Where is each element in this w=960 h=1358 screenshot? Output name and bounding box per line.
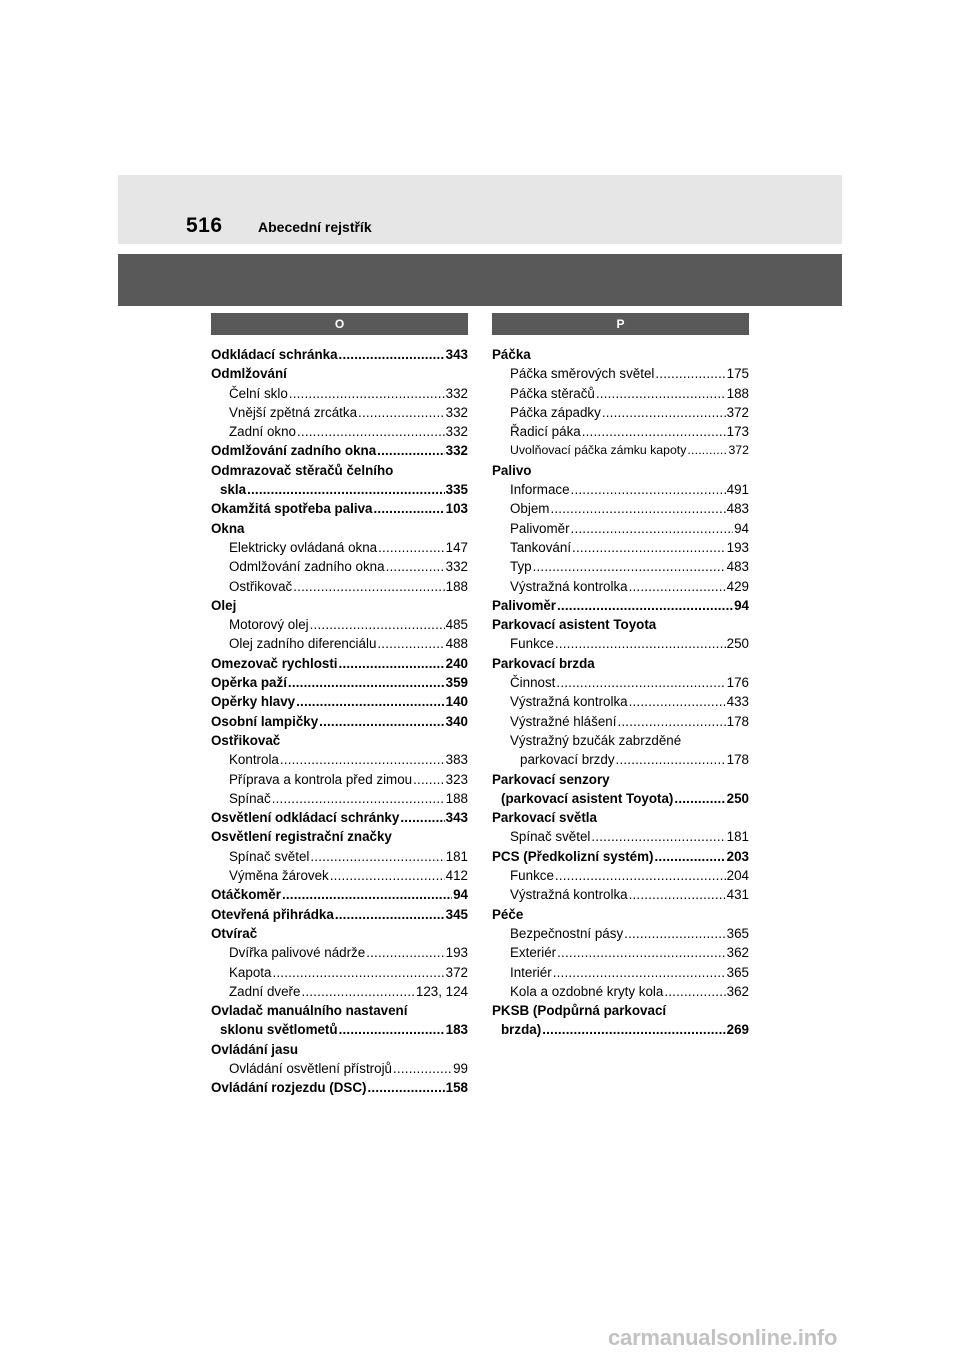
entry-term: Ovládání rozjezdu (DSC): [211, 1080, 367, 1096]
page-reference: 193: [445, 945, 468, 961]
index-entry: [492, 731, 749, 750]
page-reference: 94: [734, 520, 749, 536]
entry-term: Opěrka paží: [211, 675, 287, 691]
index-entry: [492, 345, 749, 364]
page-reference: 483: [726, 501, 749, 517]
index-entry: [211, 770, 468, 789]
entry-term: Osobní lampičky: [211, 713, 319, 729]
dot-leader: [289, 384, 445, 403]
entry-term: Výstražný bzučák zabrzděné: [510, 732, 682, 748]
dot-leader: [654, 847, 725, 866]
page-reference: 178: [726, 752, 749, 768]
dot-leader: [555, 866, 726, 885]
entry-term: Ostřikovač: [211, 732, 281, 748]
entry-term: skla: [220, 482, 247, 498]
entry-term: parkovací brzdy: [520, 752, 615, 768]
entry-term: Péče: [492, 906, 524, 922]
dot-leader: [400, 808, 444, 827]
index-entry: [492, 1001, 749, 1020]
page-reference: 335: [445, 482, 468, 498]
entry-term: Odmlžování zadního okna: [229, 559, 385, 575]
index-entry: [492, 905, 749, 924]
index-entry: [492, 924, 749, 943]
dot-leader: [339, 654, 445, 673]
index-entry: [211, 789, 468, 808]
dot-leader: [272, 789, 445, 808]
index-entry: [492, 403, 749, 422]
entry-term: Uvolňovací páčka zámku kapoty: [510, 443, 687, 458]
page-reference: 176: [726, 675, 749, 691]
dot-leader: [555, 634, 726, 653]
index-entry: [211, 364, 468, 383]
page-reference: 372: [726, 404, 749, 420]
page-reference: 343: [445, 810, 468, 826]
entry-term: Řadicí páka: [510, 424, 581, 440]
dot-leader: [655, 364, 725, 383]
entry-term: Parkovací asistent Toyota: [492, 617, 657, 633]
entry-term: Páčka stěračů: [510, 385, 595, 401]
letter-heading-p: P: [492, 313, 749, 335]
dot-leader: [272, 963, 444, 982]
dot-leader: [319, 712, 444, 731]
dot-leader: [596, 384, 726, 403]
page-title: Abecední rejstřík: [258, 219, 372, 235]
index-entry: [211, 499, 468, 518]
dot-leader: [301, 982, 414, 1001]
dot-leader: [377, 634, 444, 653]
dot-leader: [377, 441, 444, 460]
dot-leader: [629, 885, 726, 904]
page-reference: 240: [445, 655, 468, 671]
entry-term: Tankování: [510, 539, 572, 555]
dot-leader: [413, 770, 445, 789]
index-entry: [492, 384, 749, 403]
dot-leader: [624, 924, 726, 943]
index-entry: [492, 885, 749, 904]
index-entry: [211, 731, 468, 750]
dot-leader: [282, 885, 452, 904]
page-reference: 332: [445, 443, 468, 459]
index-entry: [492, 596, 749, 615]
index-entry: [211, 982, 468, 1001]
page-reference: 183: [445, 1022, 468, 1038]
dot-leader: [339, 345, 445, 364]
index-entry: [492, 692, 749, 711]
entry-term: Ovládání jasu: [211, 1041, 299, 1057]
index-entry: [492, 634, 749, 653]
entry-term: Palivo: [492, 462, 532, 478]
entry-term: Čelní sklo: [229, 385, 288, 401]
entry-term: Zadní dveře: [229, 983, 301, 999]
entry-term: brzda): [501, 1022, 542, 1038]
index-entry: [492, 982, 749, 1001]
entry-term: Objem: [510, 501, 550, 517]
dot-leader: [339, 1020, 445, 1039]
index-entry: [211, 577, 468, 596]
entry-term: Osvětlení odkládací schránky: [211, 810, 400, 826]
page-reference: 365: [726, 964, 749, 980]
dot-leader: [629, 692, 726, 711]
entry-term: Ovládání osvětlení přístrojů: [229, 1060, 393, 1076]
index-entry: [492, 808, 749, 827]
page-reference: 94: [453, 887, 468, 903]
index-entry: [211, 1001, 468, 1020]
entry-term: Spínač světel: [510, 829, 591, 845]
entry-term: Parkovací světla: [492, 810, 597, 826]
page-reference: 372: [728, 443, 749, 458]
page-reference: 429: [726, 578, 749, 594]
index-entry: [211, 827, 468, 846]
page-reference: 483: [726, 559, 749, 575]
entry-term: Výměna žárovek: [229, 868, 329, 884]
dot-leader: [378, 538, 445, 557]
entry-term: Interiér: [510, 964, 552, 980]
page-reference: 188: [445, 578, 468, 594]
index-entry: [492, 461, 749, 480]
dot-leader: [393, 1059, 452, 1078]
index-entry: [211, 905, 468, 924]
index-entry: [492, 480, 749, 499]
index-entry: [492, 615, 749, 634]
dot-leader: [553, 963, 726, 982]
entry-term: Páčka západky: [510, 404, 601, 420]
dot-leader: [556, 673, 725, 692]
entry-term: sklonu světlometů: [220, 1022, 338, 1038]
entry-term: Odmlžování zadního okna: [211, 443, 377, 459]
letter-heading-o: O: [211, 313, 468, 335]
entry-term: Motorový olej: [229, 617, 309, 633]
page-reference: 140: [445, 694, 468, 710]
entry-term: Vnější zpětná zrcátka: [229, 404, 358, 420]
page-reference: 343: [445, 347, 468, 362]
entry-term: Kontrola: [229, 752, 279, 768]
page-reference: 323: [445, 771, 468, 787]
index-entry: [492, 441, 749, 460]
entry-term: PCS (Předkolizní systém): [492, 848, 654, 864]
header-band: [118, 254, 842, 306]
page-reference: 181: [445, 848, 468, 864]
entry-term: Typ: [510, 559, 532, 575]
dot-leader: [550, 499, 725, 518]
page-reference: 433: [726, 694, 749, 710]
dot-leader: [310, 615, 445, 634]
page-reference: 204: [726, 868, 749, 884]
index-entry: [211, 692, 468, 711]
index-entry: [492, 827, 749, 846]
index-entry: [211, 596, 468, 615]
index-entry: [492, 943, 749, 962]
page-reference: 203: [726, 848, 749, 864]
page-reference: 340: [445, 713, 468, 729]
entry-term: Okna: [211, 520, 245, 536]
entry-term: Spínač světel: [229, 848, 310, 864]
entry-term: Spínač: [229, 790, 271, 806]
entry-term: Výstražná kontrolka: [510, 694, 628, 710]
index-entry: [211, 654, 468, 673]
index-entry: [492, 789, 749, 808]
entry-term: Výstražné hlášení: [510, 713, 617, 729]
page-reference: 269: [726, 1022, 749, 1038]
page-number: 516: [186, 214, 223, 237]
entry-term: Opěrky hlavy: [211, 694, 296, 710]
entry-term: Činnost: [510, 675, 556, 691]
index-entry: [492, 847, 749, 866]
index-entry: [492, 499, 749, 518]
index-entry: [211, 1040, 468, 1059]
page-reference: 485: [445, 617, 468, 633]
index-entry: [211, 538, 468, 557]
index-entry: [211, 963, 468, 982]
dot-leader: [687, 441, 727, 460]
index-entry: [211, 712, 468, 731]
index-entry: [211, 345, 468, 364]
index-entry: [211, 1059, 468, 1078]
index-entry: [492, 557, 749, 576]
page-reference: 491: [726, 482, 749, 498]
index-entry: [492, 364, 749, 383]
index-entry: [211, 924, 468, 943]
index-entry: [211, 750, 468, 769]
entry-term: Ovladač manuálního nastavení: [211, 1003, 408, 1019]
entry-term: Páčka směrových světel: [510, 366, 655, 382]
index-entry: [492, 422, 749, 441]
entry-term: Parkovací senzory: [492, 771, 610, 787]
dot-leader: [288, 673, 445, 692]
index-entry: [211, 384, 468, 403]
index-entry: [211, 480, 468, 499]
index-entry: [211, 422, 468, 441]
dot-leader: [602, 403, 726, 422]
index-entry: [492, 866, 749, 885]
page-reference: 383: [445, 752, 468, 768]
index-entry: [211, 866, 468, 885]
entry-term: Osvětlení registrační značky: [211, 829, 392, 845]
dot-leader: [557, 943, 726, 962]
index-entry: [492, 750, 749, 769]
index-entry: [492, 963, 749, 982]
entry-term: Otvírač: [211, 925, 258, 941]
header-bar: [118, 175, 842, 244]
page-reference: 147: [445, 539, 468, 555]
entry-term: Funkce: [510, 868, 554, 884]
index-entry: [492, 538, 749, 557]
dot-leader: [572, 538, 726, 557]
page-reference: 99: [453, 1060, 468, 1076]
dot-leader: [674, 789, 725, 808]
entry-term: Kola a ozdobné kryty kola: [510, 983, 664, 999]
index-entry: [492, 770, 749, 789]
page-reference: 372: [445, 964, 468, 980]
dot-leader: [617, 712, 725, 731]
entry-term: Palivoměr: [510, 520, 570, 536]
entry-term: Páčka: [492, 347, 531, 362]
page-reference: 123, 124: [415, 983, 468, 999]
page-reference: 178: [726, 713, 749, 729]
entry-term: Otevřená přihrádka: [211, 906, 334, 922]
entry-term: Příprava a kontrola před zimou: [229, 771, 413, 787]
entry-term: Dvířka palivové nádrže: [229, 945, 366, 961]
entry-term: Exteriér: [510, 945, 557, 961]
entry-term: (parkovací asistent Toyota): [501, 790, 674, 806]
dot-leader: [374, 499, 445, 518]
page-reference: 175: [726, 366, 749, 382]
page-reference: 188: [445, 790, 468, 806]
entry-term: Parkovací brzda: [492, 655, 595, 671]
index-entry: [211, 403, 468, 422]
page-reference: 365: [726, 925, 749, 941]
index-column-right: [492, 345, 749, 1040]
page-reference: 359: [445, 675, 468, 691]
dot-leader: [296, 692, 445, 711]
dot-leader: [293, 577, 444, 596]
dot-leader: [533, 557, 726, 576]
index-entry: [211, 808, 468, 827]
index-entry: [492, 654, 749, 673]
entry-term: Elektricky ovládaná okna: [229, 539, 378, 555]
entry-term: Výstražná kontrolka: [510, 578, 628, 594]
dot-leader: [591, 827, 725, 846]
index-entry: [211, 557, 468, 576]
entry-term: Palivoměr: [492, 597, 557, 613]
index-entry: [211, 885, 468, 904]
index-entry: [211, 519, 468, 538]
dot-leader: [664, 982, 725, 1001]
entry-term: Kapota: [229, 964, 272, 980]
dot-leader: [557, 596, 733, 615]
dot-leader: [366, 943, 444, 962]
dot-leader: [386, 557, 445, 576]
entry-term: Otáčkoměr: [211, 887, 281, 903]
dot-leader: [571, 519, 734, 538]
entry-term: PKSB (Podpůrná parkovací: [492, 1003, 667, 1019]
dot-leader: [335, 905, 445, 924]
entry-term: Olej zadního diferenciálu: [229, 636, 377, 652]
index-entry: [211, 634, 468, 653]
index-entry: [211, 461, 468, 480]
index-column-left: [211, 345, 468, 1098]
page-reference: 431: [726, 887, 749, 903]
entry-term: Odkládací schránka: [211, 347, 338, 362]
index-entry: [492, 712, 749, 731]
dot-leader: [629, 577, 726, 596]
page-reference: 250: [726, 790, 749, 806]
page-reference: 193: [726, 539, 749, 555]
index-entry: [211, 441, 468, 460]
dot-leader: [330, 866, 445, 885]
entry-term: Zadní okno: [229, 424, 296, 440]
index-entry: [492, 577, 749, 596]
page-reference: 332: [445, 385, 468, 401]
index-entry: [211, 1020, 468, 1039]
dot-leader: [368, 1078, 445, 1097]
index-entry: [211, 943, 468, 962]
index-entry: [492, 1020, 749, 1039]
dot-leader: [247, 480, 445, 499]
entry-term: Výstražná kontrolka: [510, 887, 628, 903]
index-entry: [211, 847, 468, 866]
dot-leader: [280, 750, 445, 769]
entry-term: Odmlžování: [211, 366, 287, 382]
dot-leader: [310, 847, 444, 866]
entry-term: Okamžitá spotřeba paliva: [211, 501, 373, 517]
entry-term: Ostřikovač: [229, 578, 293, 594]
index-entry: [211, 1078, 468, 1097]
dot-leader: [571, 480, 726, 499]
entry-term: Bezpečnostní pásy: [510, 925, 624, 941]
page-reference: 345: [445, 906, 468, 922]
page-reference: 332: [445, 404, 468, 420]
page-reference: 488: [445, 636, 468, 652]
entry-term: Olej: [211, 597, 237, 613]
index-entry: [211, 615, 468, 634]
watermark: carmanualsonline.info: [608, 1325, 838, 1350]
page-reference: 362: [726, 945, 749, 961]
page-reference: 173: [726, 424, 749, 440]
dot-leader: [297, 422, 445, 441]
page-reference: 181: [726, 829, 749, 845]
index-entry: [211, 673, 468, 692]
page-reference: 188: [726, 385, 749, 401]
dot-leader: [616, 750, 726, 769]
page-reference: 158: [445, 1080, 468, 1096]
page-reference: 103: [445, 501, 468, 517]
index-entry: [492, 519, 749, 538]
page-reference: 332: [445, 559, 468, 575]
dot-leader: [582, 422, 726, 441]
dot-leader: [542, 1020, 725, 1039]
page-reference: 362: [726, 983, 749, 999]
entry-term: Odmrazovač stěračů čelního: [211, 462, 394, 478]
entry-term: Informace: [510, 482, 570, 498]
entry-term: Omezovač rychlosti: [211, 655, 338, 671]
page-reference: 94: [734, 597, 749, 613]
index-entry: [492, 673, 749, 692]
entry-term: Funkce: [510, 636, 554, 652]
page-reference: 250: [726, 636, 749, 652]
page-reference: 332: [445, 424, 468, 440]
page-reference: 412: [445, 868, 468, 884]
dot-leader: [358, 403, 445, 422]
